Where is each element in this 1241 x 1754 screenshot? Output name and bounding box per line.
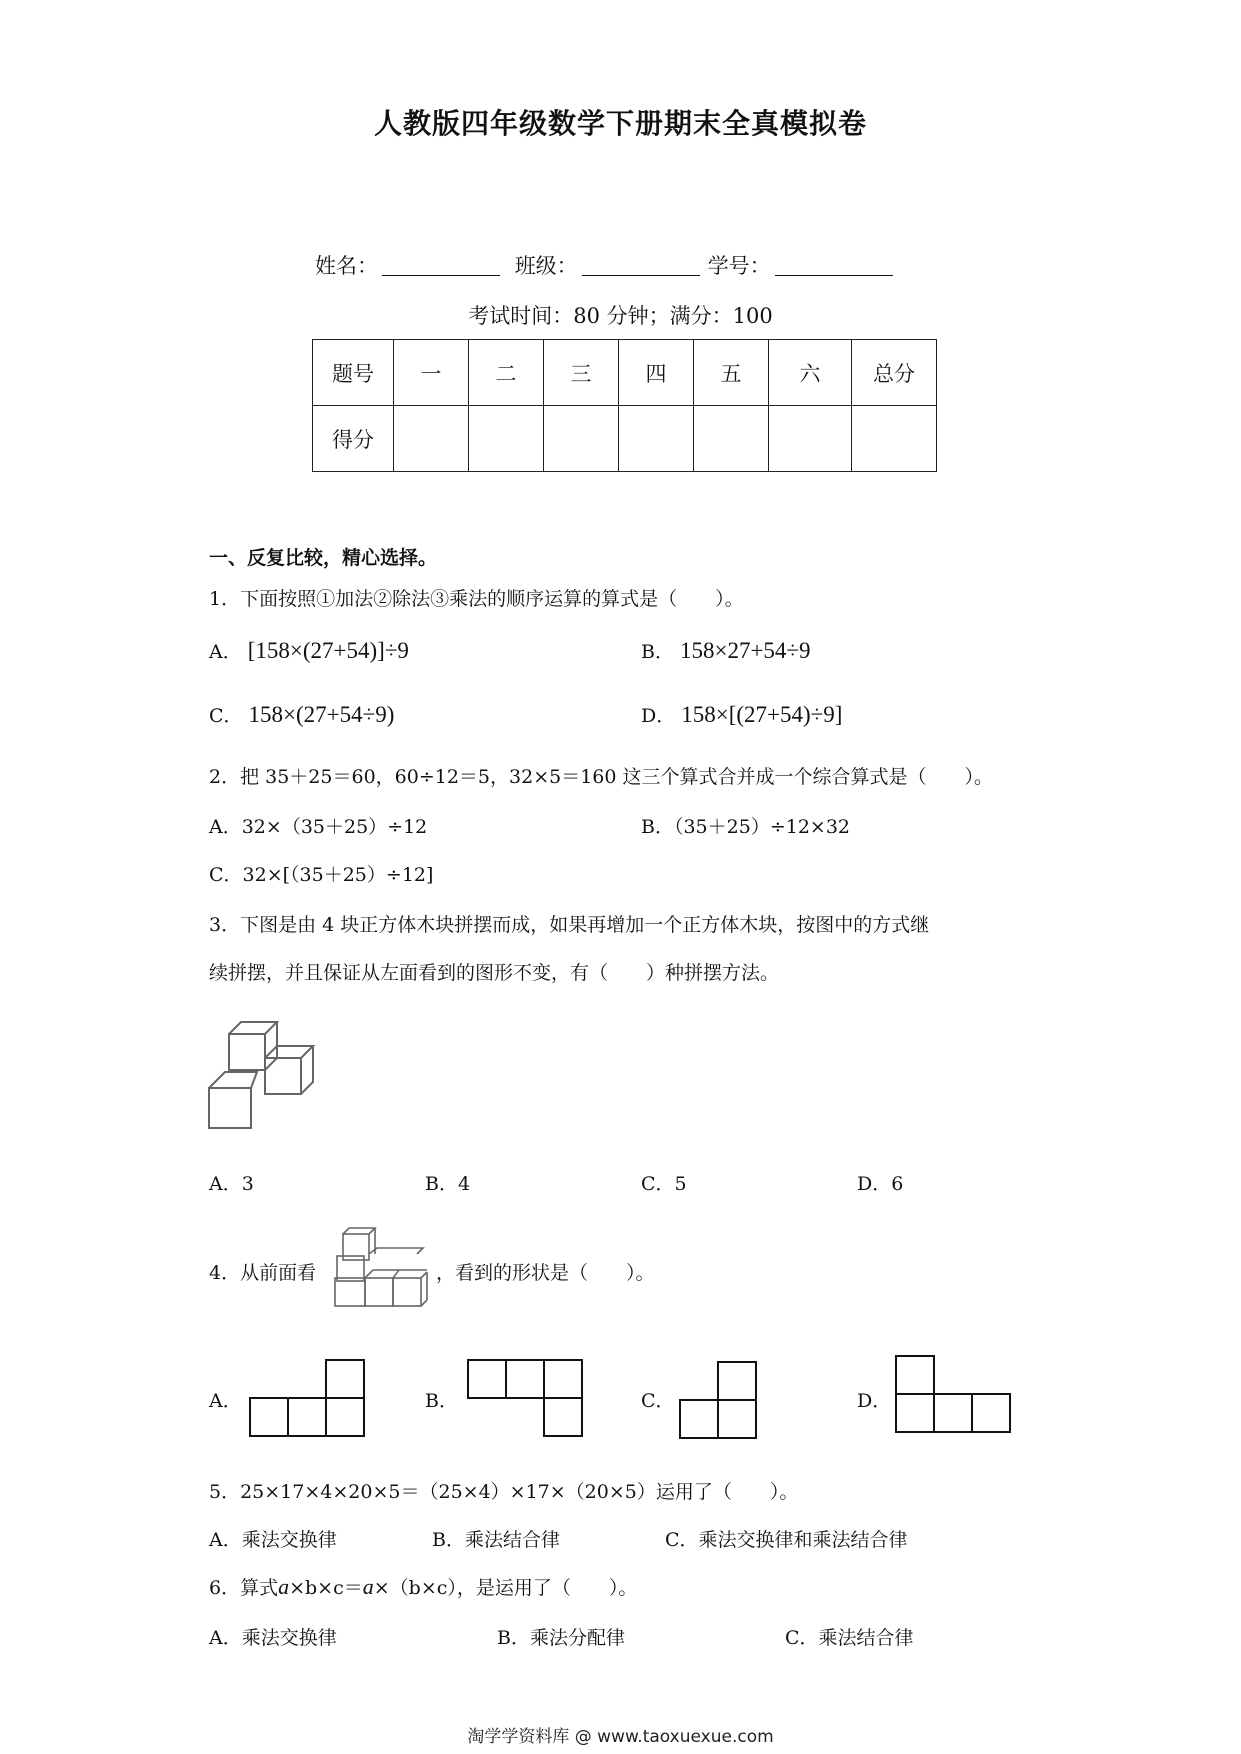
exam-info: 考试时间：80 分钟；满分：100 [468,304,773,328]
page-title: 人教版四年级数学下册期末全真模拟卷 [373,107,867,140]
q4-option-b-label[interactable]: B． [425,1390,458,1412]
q6-option-b[interactable]: B．乘法分配律 [497,1627,625,1649]
score-table-header-row [313,340,937,406]
score-cell[interactable] [544,406,619,472]
q1-option-c[interactable] [209,701,394,728]
q6-prefix: 6．算式 [209,1577,279,1599]
score-cell[interactable] [394,406,469,472]
q6-mid: ×b×c＝ [289,1577,363,1599]
q2-option-a[interactable]: A．32×（35＋25）÷12 [209,816,428,838]
name-label: 姓名： [315,254,378,278]
score-header-cell: 六 [769,340,852,406]
q5-option-b[interactable]: B．乘法结合律 [432,1529,560,1551]
score-header-cell: 一 [394,340,469,406]
q5-option-a[interactable]: A．乘法交换律 [209,1529,337,1551]
page-footer: 淘学学资料库 @ www.taoxuexue.com [467,1727,774,1747]
option-label: D． [641,705,676,727]
id-blank[interactable] [775,275,893,276]
score-row-label: 得分 [313,406,394,472]
q1-option-b[interactable] [641,637,811,664]
id-label: 学号： [707,254,771,278]
q3-option-a[interactable]: A．3 [209,1173,254,1195]
q2-option-b[interactable]: B．（35＋25）÷12×32 [641,816,851,838]
q2-option-c[interactable]: C．32×[（35＋25）÷12] [209,864,434,886]
q6-suffix: ×（b×c），是运用了（ ）。 [373,1577,638,1599]
q3-option-c[interactable]: C．5 [641,1173,687,1195]
question-6 [209,1573,637,1600]
option-formula: 158×[(27+54)÷9] [681,702,843,727]
score-cell[interactable] [769,406,852,472]
q6-option-a[interactable]: A．乘法交换律 [209,1627,337,1649]
q4-option-c-shape[interactable] [676,1358,762,1442]
q3-option-d[interactable]: D．6 [857,1173,904,1195]
score-header-cell: 二 [469,340,544,406]
q4-option-a-shape[interactable] [248,1356,370,1440]
q4-option-a-label[interactable]: A． [209,1390,242,1412]
q6-var-a-2: a [362,1574,374,1599]
score-header-cell: 题号 [313,340,394,406]
question-4-prefix: 4．从前面看 [209,1262,317,1284]
score-header-cell: 五 [694,340,769,406]
question-5: 5．25×17×4×20×5＝（25×4）×17×（20×5）运用了（ ）。 [209,1481,799,1503]
q5-option-c[interactable]: C．乘法交换律和乘法结合律 [665,1529,908,1551]
option-label: B． [641,641,674,663]
question-4-suffix: ，看到的形状是（ ）。 [436,1262,655,1284]
option-label: C． [209,705,243,727]
question-2: 2．把 35＋25＝60，60÷12＝5，32×5＝160 这三个算式合并成一个综合算式是（ ）。 [209,766,994,788]
question-3-line-1: 3．下图是由 4 块正方体木块拼摆而成，如果再增加一个正方体木块，按图中的方式继 [209,914,930,936]
q3-cube-figure [205,1010,325,1135]
question-1: 1．下面按照①加法②除法③乘法的顺序运算的算式是（ ）。 [209,588,744,610]
score-cell[interactable] [469,406,544,472]
section-1-title: 一、反复比较，精心选择。 [209,547,438,569]
score-table [312,339,937,472]
q4-option-d-label[interactable]: D． [857,1390,892,1412]
q1-option-d[interactable] [641,701,842,728]
score-cell[interactable] [852,406,937,472]
score-header-cell: 四 [619,340,694,406]
score-cell[interactable] [619,406,694,472]
q4-option-c-label[interactable]: C． [641,1390,675,1412]
name-blank[interactable] [382,275,500,276]
q4-option-b-shape[interactable] [466,1356,588,1440]
score-cell[interactable] [694,406,769,472]
class-label: 班级： [514,254,578,278]
q6-var-a: a [278,1574,290,1599]
option-formula: [158×(27+54)]÷9 [247,638,409,663]
class-blank[interactable] [582,275,700,276]
option-formula: 158×(27+54÷9) [248,702,395,727]
q3-option-b[interactable]: B．4 [425,1173,471,1195]
q6-option-c[interactable]: C．乘法结合律 [785,1627,914,1649]
question-3-line-2: 续拼摆，并且保证从左面看到的图形不变，有（ ）种拼摆方法。 [209,962,780,984]
option-label: A． [209,641,242,663]
score-table-row [313,406,937,472]
score-header-cell: 总分 [852,340,937,406]
option-formula: 158×27+54÷9 [679,638,811,663]
score-header-cell: 三 [544,340,619,406]
student-info-line [315,250,901,280]
q1-option-a[interactable] [209,637,409,664]
q4-option-d-shape[interactable] [894,1352,1016,1438]
q4-cube-figure [333,1226,433,1308]
